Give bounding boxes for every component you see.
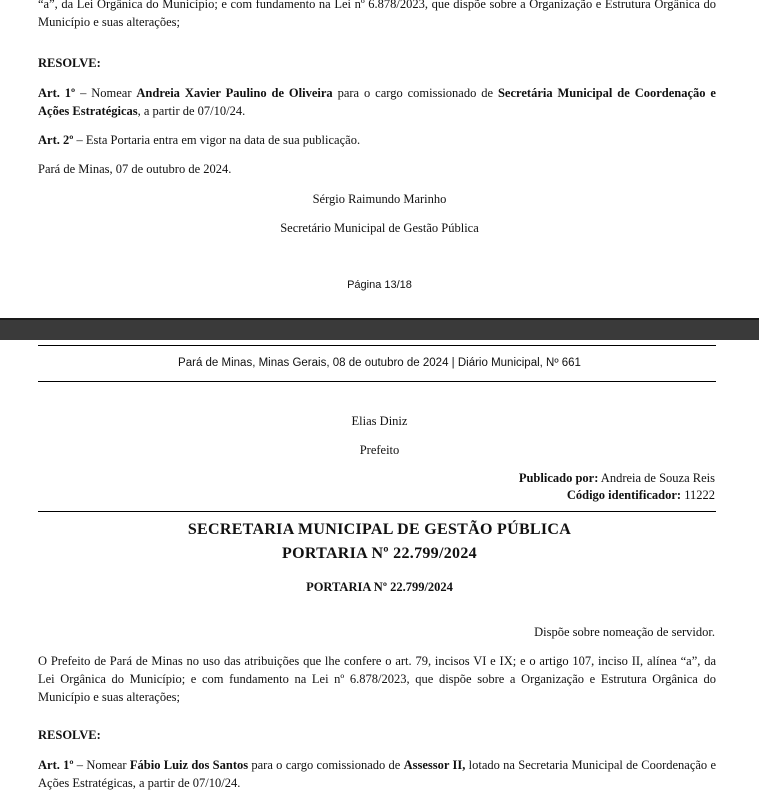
appointed-role: Secretária Municipal de Coordenação e Ações Estratégicas [38,86,716,118]
identifier-code-label: Código identificador: [566,488,682,502]
identifier-code-value: 11222 [681,488,715,502]
article-1: Art. 1º – Nomear Andreia Xavier Paulino de Oliveira para o cargo comissionado de Secretária Municipal de Coordenação e Ações Estratégicas, a partir de 07/10/24. [38,86,716,118]
identifier-code [38,487,715,504]
header-rule-bottom [38,381,716,382]
subject-line: Dispõe sobre nomeação de servidor. [534,625,715,639]
appointee-name: Fábio Luiz dos Santos [129,758,249,772]
appointed-role: Assessor II, [403,758,466,772]
resolve-heading: RESOLVE: [38,56,101,70]
article-label: Art. 1º [38,86,76,100]
signer-title: Secretário Municipal de Gestão Pública [280,221,479,235]
article-label: Art. 1º [38,758,74,772]
preamble-fragment: “a”, da Lei Orgânica do Município; e com fundamento na Lei nº 6.878/2023, que dispõe sobre a Organização e Estrutura Orgânica do Município e suas alterações; [38,0,716,29]
mayor-name: Elias Diniz [351,414,408,428]
page-header: Pará de Minas, Minas Gerais, 08 de outubro de 2024 | Diário Municipal, Nº 661 [178,357,581,369]
secretariat-title: SECRETARIA MUNICIPAL DE GESTÃO PÚBLICA [187,521,572,538]
section-rule [38,511,716,512]
article-2: Art. 2º – Esta Portaria entra em vigor na data de sua publicação. [38,133,361,147]
article-1: Art. 1º – Nomear Fábio Luiz dos Santos para o cargo comissionado de Assessor II, lotado na Secretaria Municipal de Coordenação e Ações Estratégicas, a partir de 07/10/24. [38,758,717,790]
article-label: Art. 2º [38,133,74,147]
date-line: Pará de Minas, 07 de outubro de 2024. [38,162,232,176]
portaria-title: PORTARIA Nº 22.799/2024 [282,545,477,562]
appointee-name: Andreia Xavier Paulino de Oliveira [136,86,333,100]
portaria-subtitle: PORTARIA Nº 22.799/2024 [306,580,453,594]
signer-name: Sérgio Raimundo Marinho [312,192,447,206]
published-by [38,470,715,487]
preamble: O Prefeito de Pará de Minas no uso das atribuições que lhe confere o art. 79, incisos VI e IX; e o artigo 107, inciso II, alínea “a”, da Lei Orgânica do Município; e com fundamento na Lei nº 6.878/2023, que dispõe sobre a Organização e Estrutura Orgânica do Município e suas alterações; [38,654,716,704]
page-number: Página 13/18 [347,279,412,291]
published-by-value: Andreia de Souza Reis [598,471,715,485]
resolve-heading: RESOLVE: [38,728,101,742]
header-rule-top [38,345,716,346]
mayor-title: Prefeito [359,443,400,457]
page-separator [0,318,759,340]
published-by-label: Publicado por: [518,471,599,485]
